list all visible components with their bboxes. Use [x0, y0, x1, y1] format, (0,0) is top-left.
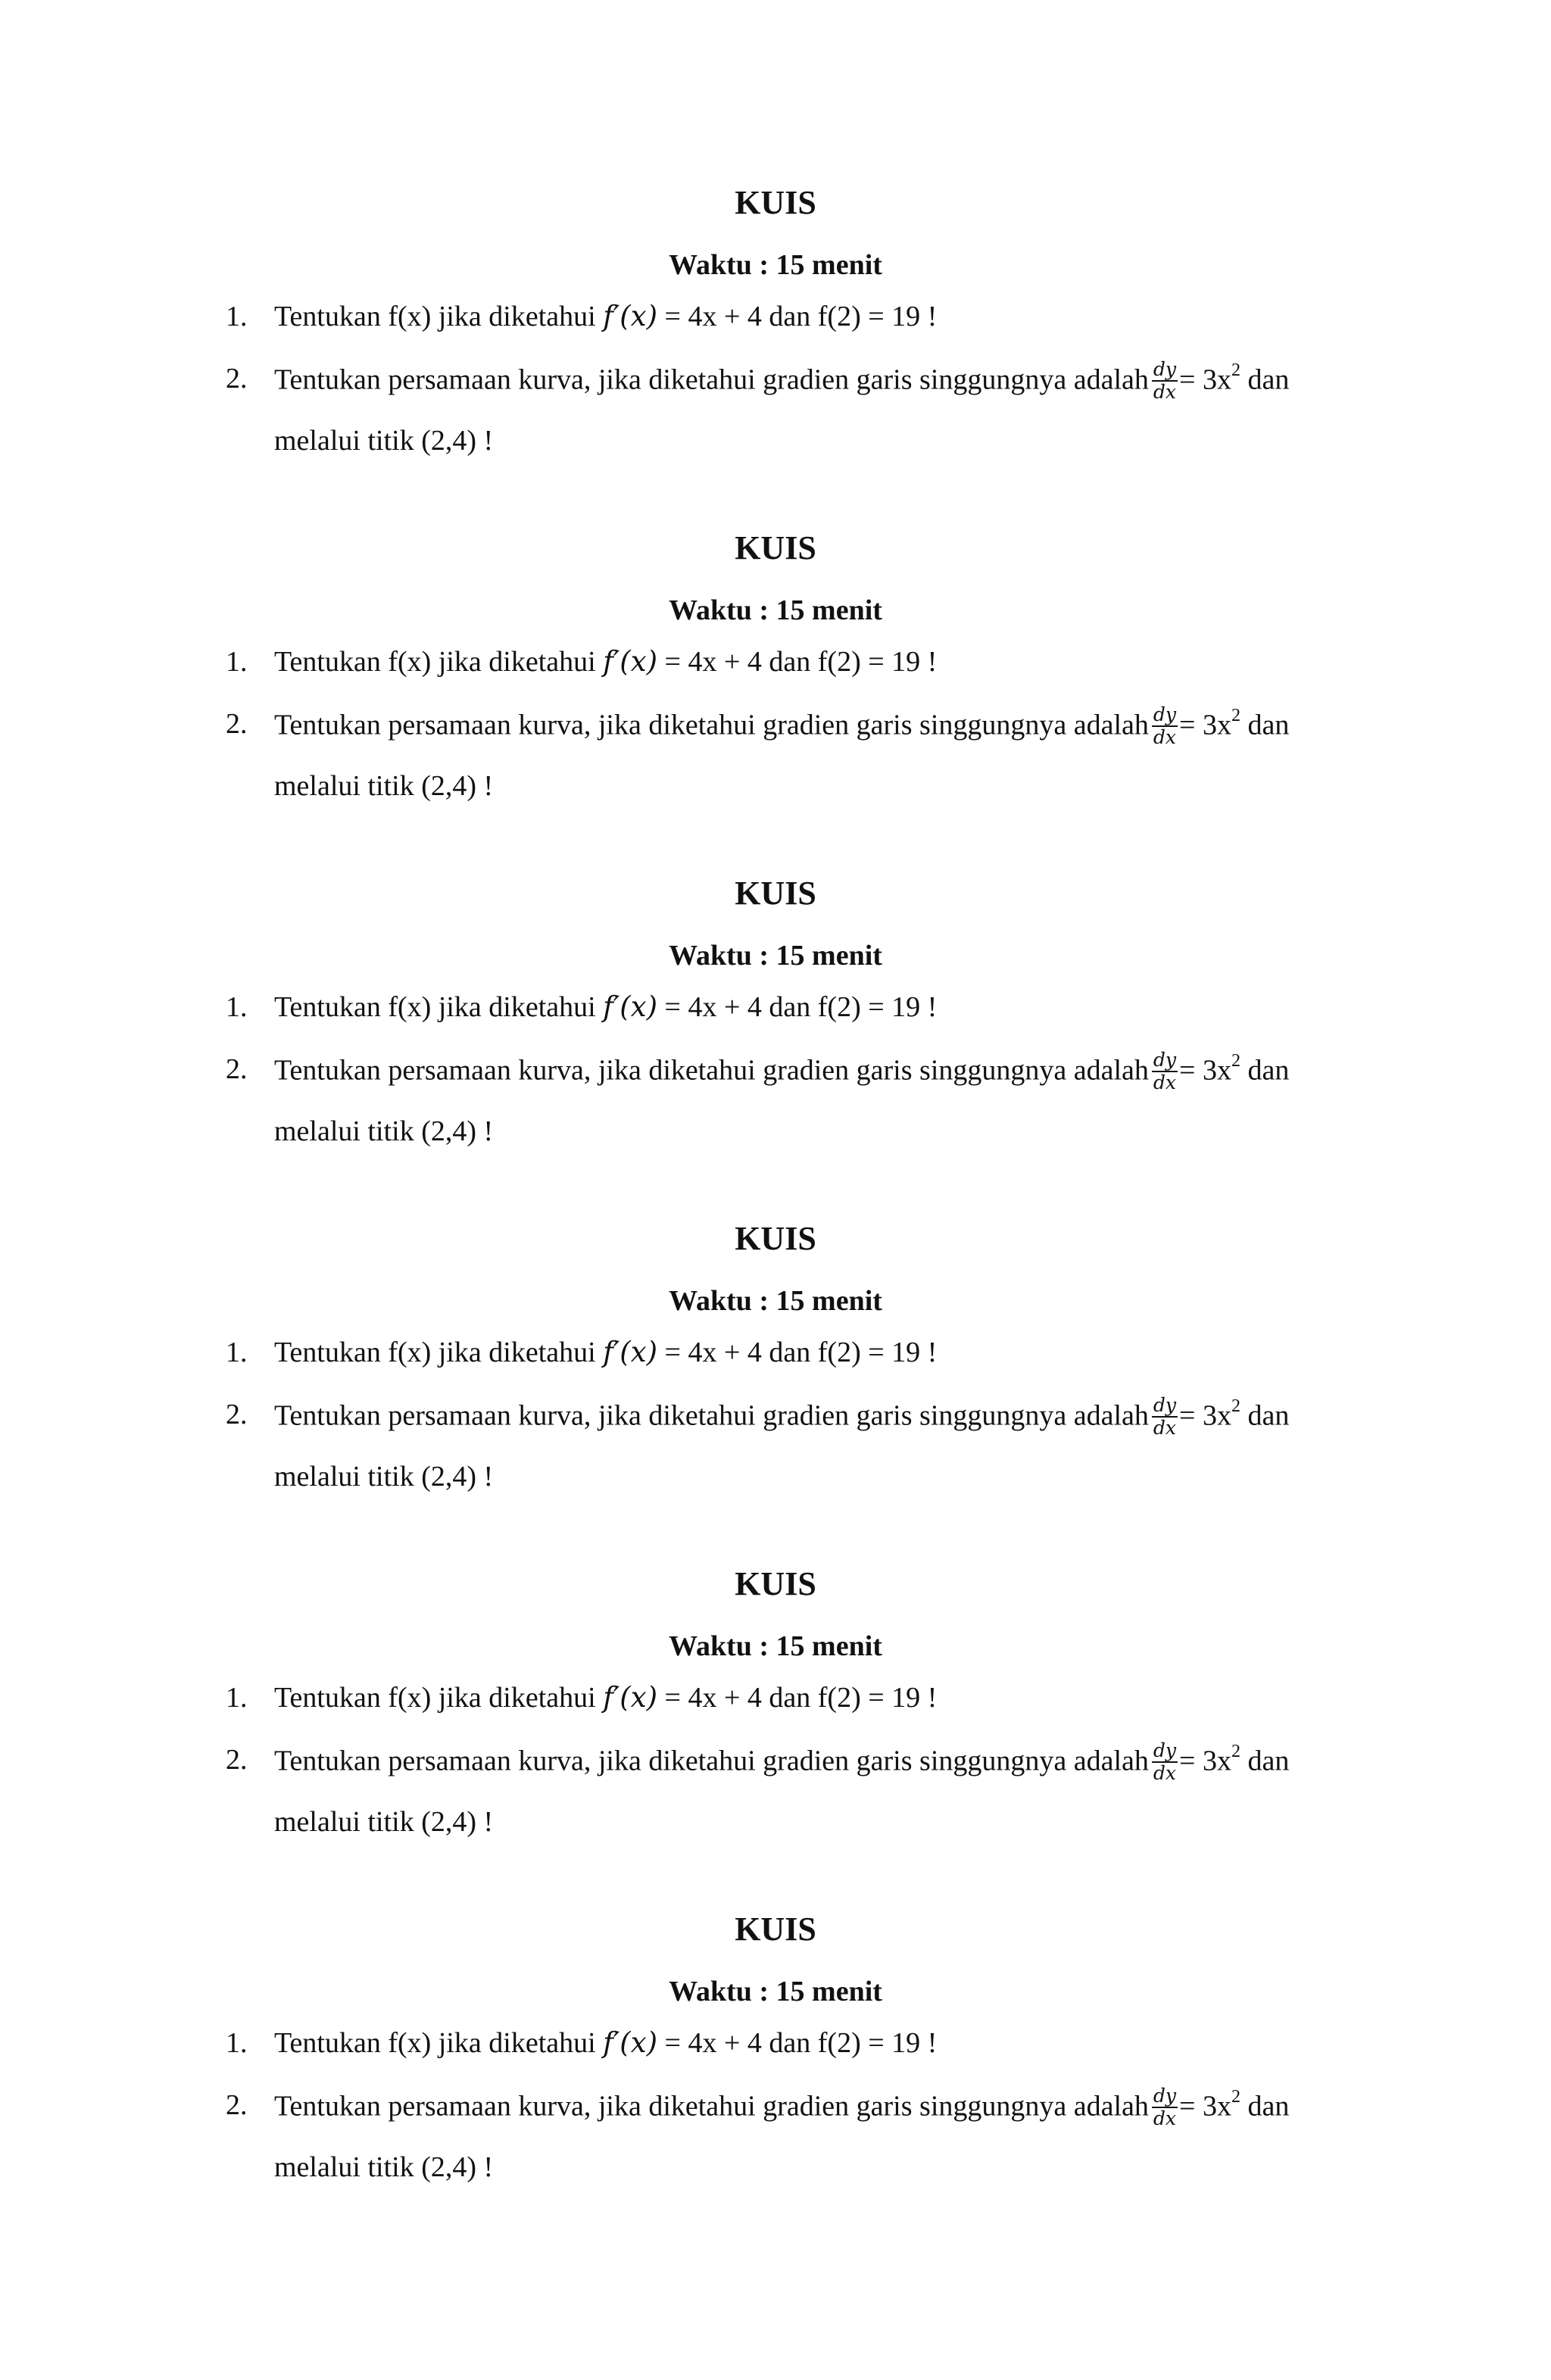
question-2-continuation: melalui titik (2,4) !: [274, 425, 494, 457]
equation-text: = 3x: [1179, 1399, 1231, 1432]
question-2-continuation: melalui titik (2,4) !: [274, 2151, 494, 2183]
derivative-fraction: [1152, 1050, 1178, 1093]
question-text: Tentukan f(x) jika diketahui: [274, 991, 596, 1023]
question-text: = 4x + 4 dan f(2) = 19 !: [664, 646, 938, 678]
question-2-text: [274, 2087, 1289, 2131]
question-2-text: [274, 1051, 1289, 1095]
question-text: Tentukan f(x) jika diketahui: [274, 1337, 596, 1368]
fraction-denominator: dx: [1153, 381, 1177, 403]
equation-text: = 3x: [1179, 363, 1231, 396]
question-1-text: [274, 2025, 937, 2061]
quiz-block: [0, 527, 1551, 875]
fraction-denominator: dx: [1153, 1071, 1177, 1093]
derivative-fraction: [1152, 1740, 1178, 1784]
fraction-denominator: dx: [1153, 726, 1177, 748]
question-text: Tentukan f(x) jika diketahui: [274, 646, 596, 678]
math-expression: f′(x): [603, 1681, 658, 1714]
question-number: 1.: [226, 301, 248, 332]
quiz-block: [0, 1218, 1551, 1566]
fraction-denominator: dx: [1153, 2107, 1177, 2129]
question-text: dan: [1247, 1399, 1290, 1432]
quiz-title: KUIS: [735, 1220, 816, 1257]
derivative-fraction: [1152, 2085, 1178, 2129]
quiz-title: KUIS: [735, 1565, 816, 1602]
math-expression: f′(x): [603, 2026, 658, 2059]
fraction-numerator: dy: [1153, 358, 1177, 380]
fraction-denominator: dx: [1153, 1417, 1177, 1439]
equation-text: = 3x: [1179, 2090, 1231, 2123]
question-text: Tentukan f(x) jika diketahui: [274, 301, 596, 332]
question-2-text: [274, 1739, 1290, 1786]
exponent: 2: [1231, 360, 1240, 381]
question-text: dan: [1247, 363, 1290, 396]
question-text: Tentukan persamaan kurva, jika diketahui gradien garis singgungnya adalah: [274, 363, 1149, 396]
quiz-title: KUIS: [735, 529, 816, 566]
quiz-block: [0, 182, 1551, 530]
question-number: 2.: [226, 1744, 248, 1776]
quiz-block: [0, 1908, 1551, 2257]
quiz-block: [0, 1563, 1551, 1911]
question-2-text: [274, 703, 1290, 750]
question-text: = 4x + 4 dan f(2) = 19 !: [664, 1337, 938, 1368]
quiz-title: KUIS: [735, 184, 816, 221]
math-expression: f′(x): [603, 990, 658, 1023]
question-text: = 4x + 4 dan f(2) = 19 !: [664, 301, 938, 332]
equation-text: = 3x: [1179, 1054, 1231, 1087]
question-2-text: [274, 360, 1289, 404]
equation-text: = 3x: [1179, 1745, 1231, 1777]
question-1-text: [274, 644, 937, 680]
question-2-continuation: melalui titik (2,4) !: [274, 1806, 494, 1838]
question-2-text: [274, 1396, 1289, 1440]
question-number: 2.: [226, 1399, 248, 1430]
fraction-numerator: dy: [1153, 1739, 1177, 1761]
math-expression: f′(x): [603, 645, 658, 678]
quiz-time-limit: Waktu : 15 menit: [669, 1976, 882, 2007]
question-number: 1.: [226, 646, 248, 678]
question-text: Tentukan persamaan kurva, jika diketahui gradien garis singgungnya adalah: [274, 1745, 1149, 1777]
derivative-fraction: [1152, 359, 1178, 403]
math-expression: f′(x): [603, 1336, 658, 1368]
question-text: dan: [1247, 1745, 1290, 1777]
question-number: 1.: [226, 2027, 248, 2059]
question-1-text: [274, 1680, 937, 1716]
derivative-fraction: [1152, 1395, 1178, 1439]
quiz-title: KUIS: [735, 1911, 816, 1948]
question-2-continuation: melalui titik (2,4) !: [274, 1115, 494, 1147]
question-text: = 4x + 4 dan f(2) = 19 !: [664, 2027, 938, 2059]
exponent: 2: [1231, 1742, 1240, 1762]
fraction-numerator: dy: [1153, 703, 1177, 725]
question-number: 2.: [226, 363, 248, 395]
question-number: 1.: [226, 1682, 248, 1714]
question-number: 2.: [226, 1053, 248, 1085]
question-1-text: [274, 298, 937, 335]
quiz-time-limit: Waktu : 15 menit: [669, 1285, 882, 1317]
quiz-time-limit: Waktu : 15 menit: [669, 594, 882, 626]
question-2-continuation: melalui titik (2,4) !: [274, 770, 494, 802]
fraction-numerator: dy: [1153, 1394, 1177, 1416]
exponent: 2: [1231, 1396, 1240, 1417]
exponent: 2: [1231, 706, 1240, 726]
derivative-fraction: [1152, 704, 1178, 748]
question-text: Tentukan persamaan kurva, jika diketahui gradien garis singgungnya adalah: [274, 709, 1149, 741]
question-text: Tentukan persamaan kurva, jika diketahui gradien garis singgungnya adalah: [274, 2090, 1149, 2123]
exponent: 2: [1231, 2087, 1240, 2107]
quiz-time-limit: Waktu : 15 menit: [669, 249, 882, 281]
fraction-numerator: dy: [1153, 1049, 1177, 1071]
question-text: dan: [1247, 1054, 1290, 1087]
question-1-text: [274, 989, 937, 1025]
fraction-numerator: dy: [1153, 2085, 1177, 2107]
question-number: 1.: [226, 1337, 248, 1368]
question-2-continuation: melalui titik (2,4) !: [274, 1461, 494, 1493]
question-text: dan: [1247, 709, 1290, 741]
question-1-text: [274, 1334, 937, 1371]
quiz-time-limit: Waktu : 15 menit: [669, 940, 882, 972]
question-text: = 4x + 4 dan f(2) = 19 !: [664, 991, 938, 1023]
question-text: Tentukan f(x) jika diketahui: [274, 1682, 596, 1714]
equation-text: = 3x: [1179, 709, 1231, 741]
question-number: 1.: [226, 991, 248, 1023]
question-number: 2.: [226, 708, 248, 740]
question-text: Tentukan persamaan kurva, jika diketahui gradien garis singgungnya adalah: [274, 1054, 1149, 1087]
question-text: = 4x + 4 dan f(2) = 19 !: [664, 1682, 938, 1714]
math-expression: f′(x): [603, 300, 658, 332]
exponent: 2: [1231, 1051, 1240, 1071]
question-text: dan: [1247, 2090, 1290, 2123]
question-text: Tentukan f(x) jika diketahui: [274, 2027, 596, 2059]
quiz-block: [0, 872, 1551, 1221]
fraction-denominator: dx: [1153, 1762, 1177, 1784]
quiz-title: KUIS: [735, 875, 816, 912]
quiz-time-limit: Waktu : 15 menit: [669, 1630, 882, 1662]
question-text: Tentukan persamaan kurva, jika diketahui gradien garis singgungnya adalah: [274, 1399, 1149, 1432]
question-number: 2.: [226, 2089, 248, 2121]
